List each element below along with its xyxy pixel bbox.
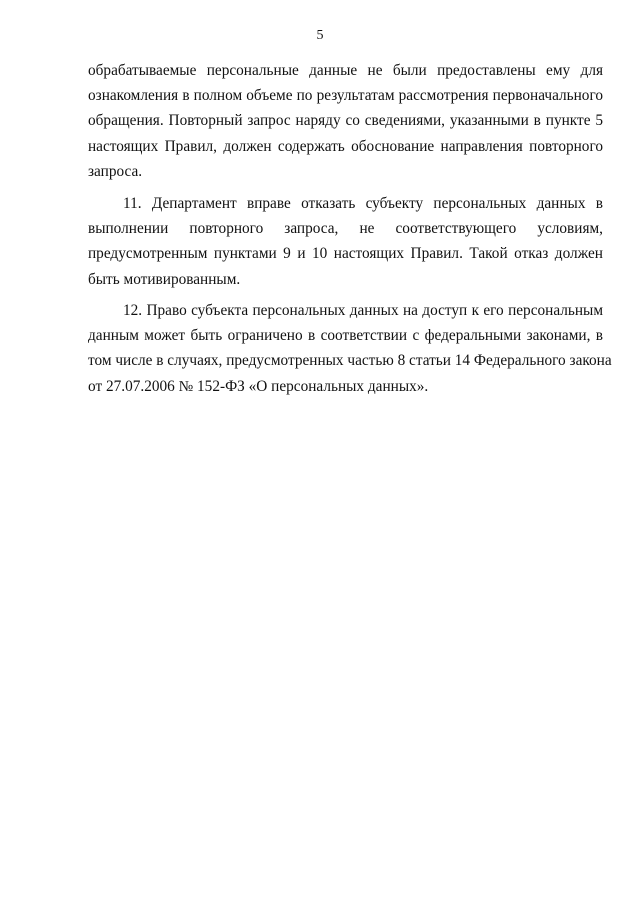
paragraph-12 — [88, 298, 612, 399]
paragraph-line: ознакомления в полном объеме по результатам рассмотрения первоначального — [88, 87, 603, 105]
paragraph-line: настоящих Правил, должен содержать обоснование направления повторного — [88, 137, 603, 155]
paragraph-line: 11. Департамент вправе отказать субъекту персональных данных в — [123, 195, 603, 212]
paragraph-line: быть мотивированным. — [88, 270, 241, 288]
paragraph-line: том числе в случаях, предусмотренных частью 8 статьи 14 Федерального закона — [88, 352, 612, 370]
paragraph-line: обращения. Повторный запрос наряду со сведениями, указанными в пункте 5 — [88, 112, 603, 130]
paragraph-line: запроса. — [88, 162, 143, 180]
paragraph-line: предусмотренным пунктами 9 и 10 настоящих Правил. Такой отказ должен — [88, 245, 603, 263]
page-number: 5 — [316, 28, 324, 43]
paragraph-continuation — [88, 58, 603, 184]
paragraph-line: данным может быть ограничено в соответствии с федеральными законами, в — [88, 327, 603, 345]
paragraph-line: 12. Право субъекта персональных данных на доступ к его персональным — [123, 302, 603, 319]
paragraph-11 — [88, 191, 603, 292]
paragraph-line: от 27.07.2006 № 152-ФЗ «О персональных данных». — [88, 377, 429, 395]
paragraph-line: выполнении повторного запроса, не соответствующего условиям, — [88, 220, 603, 238]
paragraph-line: обрабатываемые персональные данные не были предоставлены ему для — [88, 62, 603, 79]
